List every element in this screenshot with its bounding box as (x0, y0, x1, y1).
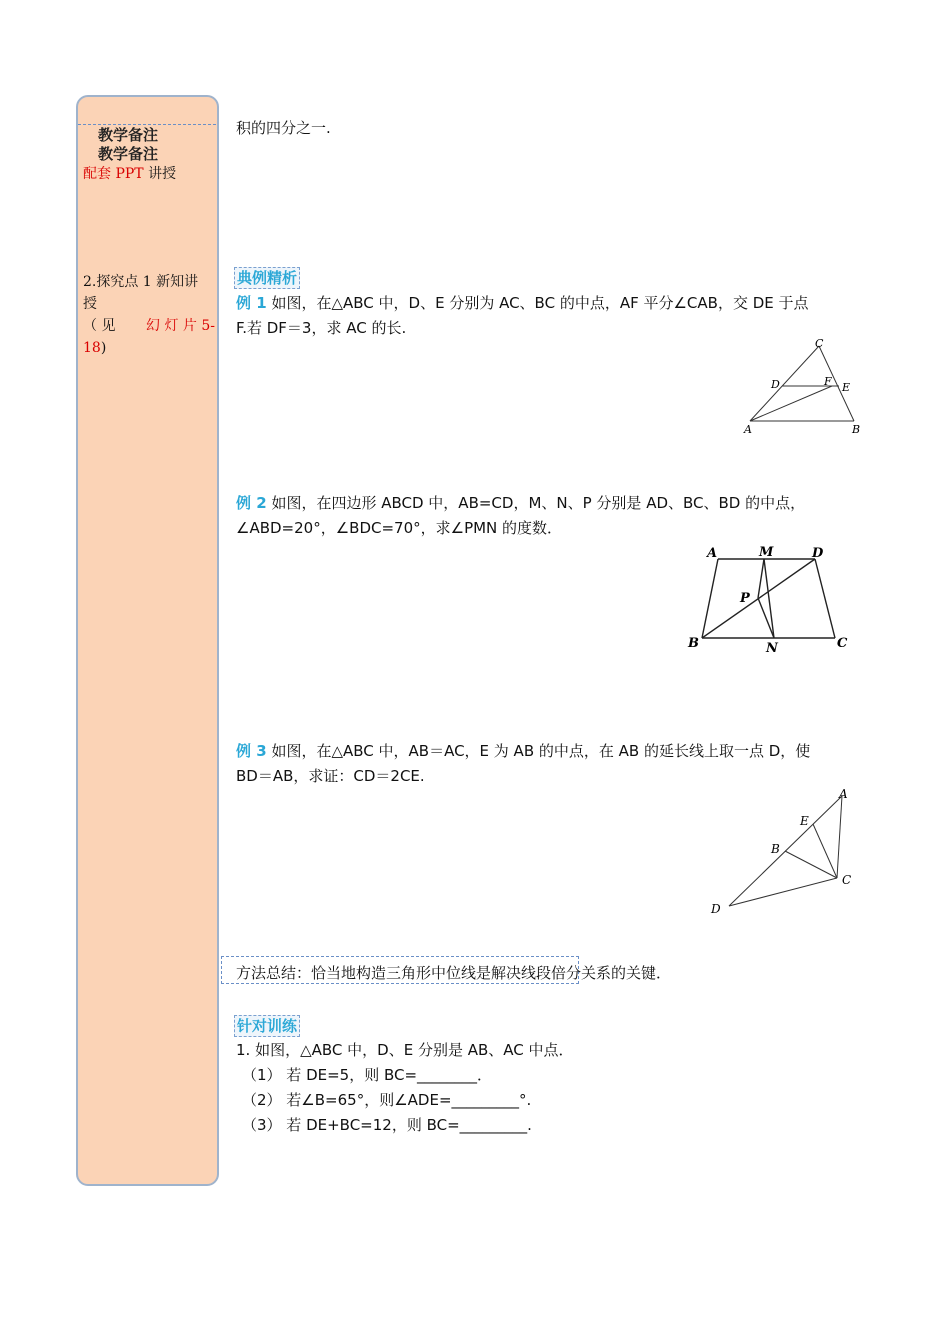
fig3-label-d: D (711, 902, 721, 916)
example-1-text: 如图，在△ABC 中，D、E 分别为 AC、BC 的中点，AF 平分∠CAB，交 DE 于点 (271, 294, 809, 312)
ppt-suffix: 讲授 (148, 166, 177, 182)
fig2-label-c: C (837, 636, 848, 651)
fig2-label-p: P (740, 591, 750, 606)
fig1-label-e: E (842, 381, 851, 394)
ppt-prefix: 配套 (83, 166, 111, 182)
fig2-label-m: M (759, 545, 774, 560)
slides-end: 18 (83, 340, 101, 356)
example-2-line2: ∠ABD=20°，∠BDC=70°，求∠PMN 的度数． (236, 519, 563, 537)
figure-1-triangle (740, 335, 865, 440)
fig3-label-b: B (771, 842, 780, 856)
fig1-label-f: F (824, 375, 832, 388)
fig3-label-a: A (839, 787, 848, 801)
practice-question: 1. 如图，△ABC 中，D、E 分别是 AB、AC 中点． (236, 1041, 574, 1059)
sidebar-title: 教学备注 (98, 126, 159, 144)
fig1-label-c: C (815, 337, 824, 350)
fig1-label-d: D (771, 378, 780, 391)
section-title-line2: 授 (83, 296, 97, 312)
fig3-label-c: C (842, 873, 852, 887)
method-summary: 方法总结：恰当地构造三角形中位线是解决线段倍分关系的关键． (236, 964, 672, 982)
fig2-label-b: B (688, 636, 699, 651)
close-paren: ) (100, 340, 107, 356)
slides-label: 幻 灯 片 5- (146, 318, 215, 334)
see-label: （ 见 (83, 318, 116, 334)
example-1 (236, 291, 864, 341)
fig2-label-n: N (766, 641, 778, 655)
example-1-line1 (236, 291, 864, 316)
practice-item-3: （3） 若 DE+BC=12，则 BC=_________. (242, 1116, 532, 1134)
fig1-label-b: B (852, 423, 861, 436)
slides-ref-row (83, 315, 215, 337)
fig1-label-a: A (744, 423, 752, 436)
section-title-line1: 2.探究点 1 新知讲 (83, 274, 199, 290)
example-2 (236, 491, 864, 541)
teaching-notes-sidebar (76, 95, 219, 1186)
example-3-line2: BD＝AB，求证：CD＝2CE. (236, 767, 425, 785)
practice-item-1: （1） 若 DE=5，则 BC=________． (242, 1066, 493, 1084)
fig3-label-e: E (800, 814, 809, 828)
example-2-text: 如图，在四边形 ABCD 中，AB=CD，M、N、P 分别是 AD、BC、BD 的中点， (271, 494, 806, 512)
example-2-line1 (236, 491, 864, 516)
sidebar-title-repeat: 教学备注 (98, 145, 159, 163)
example-2-label: 例 2 (236, 494, 267, 512)
example-1-line2: F.若 DF＝3，求 AC 的长. (236, 319, 407, 337)
slides-ref-end-row (83, 337, 215, 359)
heading-examples: 典例精析 (234, 267, 300, 289)
ppt-note (83, 163, 176, 183)
fig2-label-d: D (812, 546, 824, 561)
ppt-label: PPT (115, 166, 144, 182)
figure-2-quadrilateral (685, 540, 855, 655)
example-3-label: 例 3 (236, 742, 267, 760)
example-3-line1 (236, 739, 864, 764)
figure-3-triangle (705, 782, 865, 922)
heading-practice: 针对训练 (234, 1015, 300, 1037)
example-1-label: 例 1 (236, 294, 267, 312)
section-note (83, 271, 215, 359)
practice-section (236, 1038, 864, 1138)
example-3-text: 如图，在△ABC 中，AB＝AC，E 为 AB 的中点，在 AB 的延长线上取一点 D，使 (271, 742, 811, 760)
fig2-label-a: A (707, 546, 718, 561)
practice-item-2: （2） 若∠B=65°，则∠ADE=_________°. (242, 1091, 532, 1109)
intro-line: 积的四分之一. (236, 119, 331, 137)
